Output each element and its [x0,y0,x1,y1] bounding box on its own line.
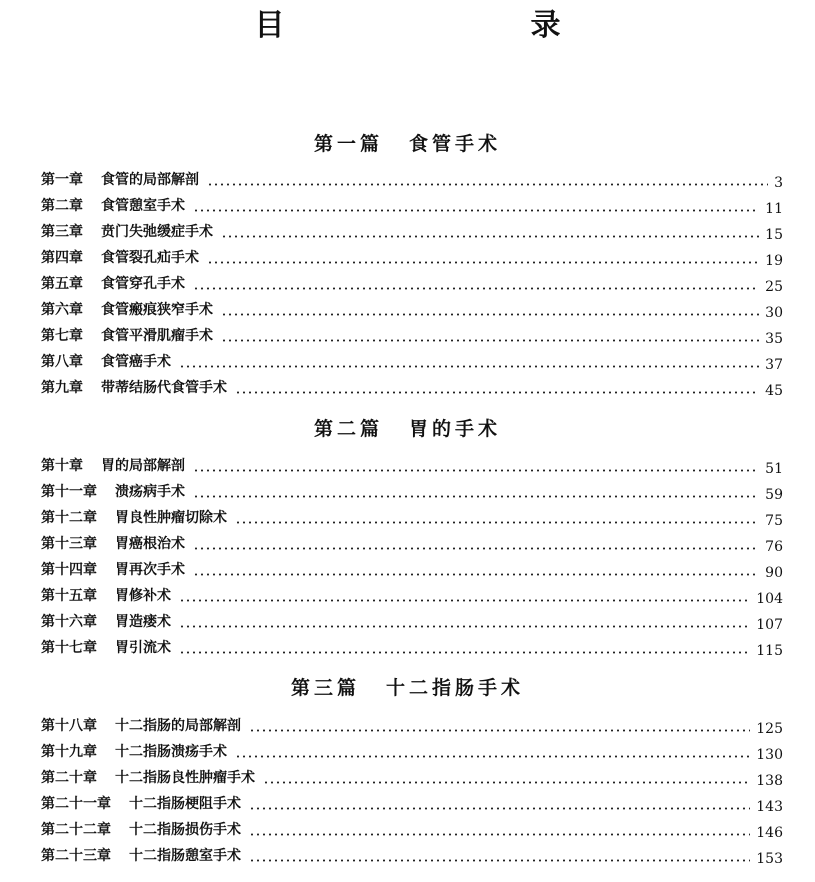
chapter-label: 第二十章 [41,770,97,786]
dot-leader [221,224,759,238]
toc-row[interactable] [41,709,783,735]
chapter-label: 第十八章 [41,718,97,734]
chapter-label: 第二十三章 [41,848,111,864]
chapter-title: 十二指肠的局部解剖 [115,718,241,734]
chapter-label: 第八章 [41,354,83,370]
page-number: 19 [765,253,783,269]
page-number: 25 [765,279,783,295]
page-number: 90 [765,565,783,581]
dot-leader [179,588,750,602]
chapter-title: 食管癌手术 [101,354,171,370]
dot-leader [193,198,759,212]
page-number: 30 [765,305,783,321]
dot-leader [235,744,750,758]
chapter-title: 胃引流术 [115,640,171,656]
toc-list-part-1 [41,163,783,397]
chapter-title: 十二指肠损伤手术 [129,822,241,838]
dot-leader [193,458,759,472]
page-number: 59 [765,487,783,503]
page-number: 11 [765,201,783,217]
chapter-label: 第十九章 [41,744,97,760]
page-number: 104 [756,591,783,607]
toc-row[interactable] [41,215,783,241]
toc-row[interactable] [41,189,783,215]
part-label: 第一篇 [313,133,383,155]
page-number: 138 [756,773,783,789]
toc-row[interactable] [41,345,783,371]
dot-leader [193,276,759,290]
chapter-title: 食管的局部解剖 [101,172,199,188]
part-label: 第三篇 [290,677,360,699]
page-number: 3 [774,175,783,191]
chapter-title: 食管穿孔手术 [101,276,185,292]
toc-row[interactable] [41,293,783,319]
part-title: 胃的手术 [409,418,502,440]
chapter-label: 第十章 [41,458,83,474]
chapter-label: 第七章 [41,328,83,344]
page-number: 125 [756,721,783,737]
dot-leader [221,302,759,316]
chapter-label: 第十五章 [41,588,97,604]
page-number: 146 [756,825,783,841]
chapter-title: 食管裂孔疝手术 [101,250,199,266]
chapter-title: 胃癌根治术 [115,536,185,552]
part-title: 十二指肠手术 [386,677,525,699]
chapter-title: 胃造瘘术 [115,614,171,630]
chapter-title: 十二指肠憩室手术 [129,848,241,864]
chapter-label: 第五章 [41,276,83,292]
toc-row[interactable] [41,449,783,475]
toc-row[interactable] [41,579,783,605]
page-number: 143 [756,799,783,815]
dot-leader [249,822,750,836]
chapter-label: 第四章 [41,250,83,266]
toc-row[interactable] [41,553,783,579]
page-number: 115 [756,643,783,659]
dot-leader [207,172,768,186]
chapter-title: 食管憩室手术 [101,198,185,214]
part-title: 食管手术 [409,133,502,155]
chapter-label: 第十七章 [41,640,97,656]
toc-row[interactable] [41,813,783,839]
toc-row[interactable] [41,501,783,527]
part-heading-3 [0,675,815,701]
dot-leader [235,380,759,394]
toc-row[interactable] [41,735,783,761]
chapter-title: 贲门失弛缓症手术 [101,224,213,240]
page-number: 75 [765,513,783,529]
dot-leader [221,328,759,342]
page-number: 45 [765,383,783,399]
page-title: 目 录 [254,8,623,43]
toc-row[interactable] [41,163,783,189]
toc-row[interactable] [41,527,783,553]
chapter-title: 溃疡病手术 [115,484,185,500]
page-number: 15 [765,227,783,243]
dot-leader [193,484,759,498]
part-heading-1 [0,131,815,157]
toc-row[interactable] [41,631,783,657]
page-number: 51 [765,461,783,477]
dot-leader [179,354,759,368]
chapter-title: 食管瘢痕狭窄手术 [101,302,213,318]
chapter-title: 胃再次手术 [115,562,185,578]
dot-leader [249,718,750,732]
toc-row[interactable] [41,241,783,267]
dot-leader [207,250,759,264]
page-number: 76 [765,539,783,555]
chapter-label: 第十二章 [41,510,97,526]
page-number: 153 [756,851,783,867]
chapter-label: 第十四章 [41,562,97,578]
page-number: 35 [765,331,783,347]
dot-leader [193,536,759,550]
chapter-label: 第二十一章 [41,796,111,812]
toc-row[interactable] [41,475,783,501]
toc-row[interactable] [41,787,783,813]
chapter-title: 十二指肠溃疡手术 [115,744,227,760]
chapter-label: 第十三章 [41,536,97,552]
chapter-title: 带蒂结肠代食管手术 [101,380,227,396]
dot-leader [249,796,750,810]
chapter-title: 十二指肠良性肿瘤手术 [115,770,255,786]
chapter-label: 第十六章 [41,614,97,630]
toc-list-part-3 [41,709,783,865]
dot-leader [193,562,759,576]
chapter-title: 胃的局部解剖 [101,458,185,474]
chapter-label: 第九章 [41,380,83,396]
dot-leader [179,614,750,628]
dot-leader [179,640,750,654]
dot-leader [235,510,759,524]
toc-row[interactable] [41,605,783,631]
chapter-label: 第二章 [41,198,83,214]
chapter-label: 第二十二章 [41,822,111,838]
toc-row[interactable] [41,761,783,787]
chapter-title: 十二指肠梗阻手术 [129,796,241,812]
chapter-title: 胃修补术 [115,588,171,604]
chapter-title: 胃良性肿瘤切除术 [115,510,227,526]
chapter-title: 食管平滑肌瘤手术 [101,328,213,344]
dot-leader [249,848,750,862]
page-number: 130 [756,747,783,763]
chapter-label: 第三章 [41,224,83,240]
page-number: 107 [756,617,783,633]
part-label: 第二篇 [313,418,383,440]
chapter-label: 第六章 [41,302,83,318]
dot-leader [263,770,750,784]
part-heading-2 [0,416,815,442]
toc-row[interactable] [41,839,783,865]
toc-row[interactable] [41,319,783,345]
chapter-label: 第十一章 [41,484,97,500]
page-number: 37 [765,357,783,373]
chapter-label: 第一章 [41,172,83,188]
toc-list-part-2 [41,449,783,657]
toc-row[interactable] [41,371,783,397]
toc-row[interactable] [41,267,783,293]
